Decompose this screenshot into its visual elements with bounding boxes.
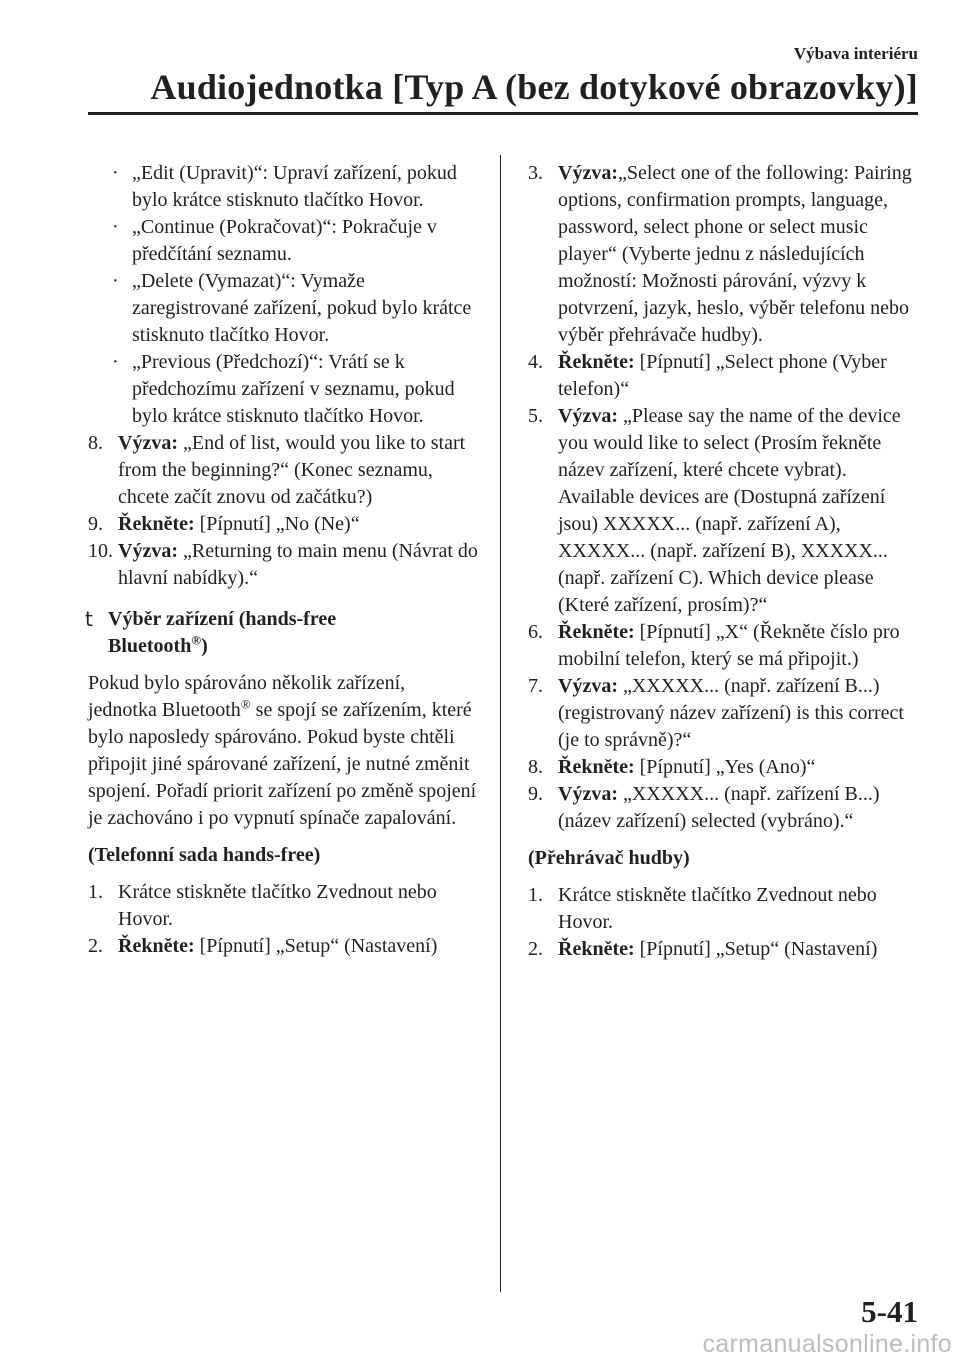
step-text: [Pípnutí] „Select phone (Vyber telefon)“ (558, 351, 887, 400)
step-number: 10. (88, 540, 113, 562)
step-number: 8. (88, 432, 103, 454)
step-text: [Pípnutí] „X“ (Řekněte číslo pro mobilní telefon, který se má připojit.) (558, 621, 900, 670)
paragraph-text: se spojí se zařízením, které bylo naposledy spárováno. Pokud byste chtěli připojit jiné spárované zařízení, je nutné změnit spojení. Pořadí priorit zařízení po změně spojení je zachováno i po vypnutí spínače zapalování. (88, 699, 477, 829)
step-number: 9. (88, 513, 103, 535)
step-item (88, 538, 478, 592)
step-item (528, 619, 918, 673)
step-number: 5. (528, 405, 543, 427)
step-number: 7. (528, 675, 543, 697)
step-label: Řekněte: (118, 935, 195, 957)
step-text: [Pípnutí] „No (Ne)“ (194, 513, 360, 535)
step-label: Výzva: (558, 783, 618, 805)
step-text: „XXXXX... (např. zařízení B...) (název zařízení) selected (vybráno).“ (558, 783, 880, 832)
step-item (88, 430, 478, 511)
step-number: 1. (88, 881, 103, 903)
page-title: Audiojednotka [Typ A (bez dotykové obrazovky)] (150, 67, 918, 107)
step-item (88, 879, 478, 933)
step-label: Řekněte: (558, 351, 635, 373)
list-item (88, 214, 478, 268)
subheading: (Přehrávač hudby) (528, 847, 690, 869)
list-item (88, 160, 478, 214)
step-text: „Select one of the following: Pairing options, confirmation prompts, language, password, select phone or select music player“ (Vyberte jednu z následujících možností: Možnosti párování, výzvy k potvrzení, jazyk, heslo, výběr telefonu nebo výběr přehrávače hudby). (558, 162, 912, 346)
heading-line: Výběr zařízení (hands-free (108, 608, 337, 630)
step-label: Výzva: (558, 675, 618, 697)
step-item (528, 781, 918, 835)
right-column (528, 160, 918, 963)
column-divider (500, 155, 501, 1292)
step-number: 8. (528, 756, 543, 778)
step-label: Výzva: (558, 162, 618, 184)
step-text: [Pípnutí] „Yes (Ano)“ (634, 756, 816, 778)
bullet-dot-icon: · (112, 351, 119, 373)
section-marker-icon: t (85, 607, 93, 631)
step-item (88, 933, 478, 960)
list-item-text: „Continue (Pokračovat)“: Pokračuje v předčítání seznamu. (132, 216, 437, 265)
step-text: „XXXXX... (např. zařízení B...) (registrovaný název zařízení) is this correct (je to správně)?“ (558, 675, 904, 751)
bullet-dot-icon: · (112, 216, 119, 238)
step-item (528, 160, 918, 349)
step-number: 2. (88, 935, 103, 957)
page-number: 5-41 (861, 1294, 918, 1329)
list-item-text: „Delete (Vymazat)“: Vymaže zaregistrované zařízení, pokud bylo krátce stisknuto tlačítko Hovor. (132, 270, 472, 346)
step-number: 9. (528, 783, 543, 805)
step-number: 3. (528, 162, 543, 184)
heading-text: Bluetooth (108, 635, 192, 657)
list-item (88, 349, 478, 430)
subheading: (Telefonní sada hands-free) (88, 844, 321, 866)
step-label: Výzva: (118, 432, 178, 454)
step-label: Řekněte: (118, 513, 195, 535)
step-text: „Returning to main menu (Návrat do hlavní nabídky).“ (118, 540, 478, 589)
heading-close: ) (201, 635, 208, 657)
step-number: 2. (528, 938, 543, 960)
section-label: Výbava interiéru (793, 44, 918, 63)
step-text: [Pípnutí] „Setup“ (Nastavení) (194, 935, 438, 957)
registered-mark: ® (240, 696, 251, 712)
step-item (528, 754, 918, 781)
list-item (88, 268, 478, 349)
step-number: 6. (528, 621, 543, 643)
step-item (528, 349, 918, 403)
step-number: 4. (528, 351, 543, 373)
header-rule (88, 112, 918, 115)
step-number: 1. (528, 884, 543, 906)
step-label: Řekněte: (558, 938, 635, 960)
step-item (528, 936, 918, 963)
list-item-text: „Previous (Předchozí)“: Vrátí se k předchozímu zařízení v seznamu, pokud bylo krátce stisknuto tlačítko Hovor. (132, 351, 455, 427)
registered-mark: ® (191, 632, 202, 648)
bullet-dot-icon: · (112, 162, 119, 184)
bullet-dot-icon: · (112, 270, 119, 292)
step-text: „End of list, would you like to start from the beginning?“ (Konec seznamu, chcete začít znovu od začátku?) (118, 432, 466, 508)
step-label: Řekněte: (558, 621, 635, 643)
left-column (85, 160, 478, 960)
step-text: Krátce stiskněte tlačítko Zvednout nebo Hovor. (558, 884, 877, 933)
body-paragraph (88, 670, 478, 832)
step-label: Výzva: (118, 540, 178, 562)
list-item-text: „Edit (Upravit)“: Upraví zařízení, pokud bylo krátce stisknuto tlačítko Hovor. (132, 162, 457, 211)
step-item (528, 403, 918, 619)
paragraph-text: Pokud bylo spárováno několik zařízení, jednotka Bluetooth (88, 672, 406, 721)
heading-line (108, 633, 478, 660)
step-item (528, 882, 918, 936)
step-item (528, 673, 918, 754)
watermark: carmanualsonline.info (702, 1330, 952, 1358)
step-text: „Please say the name of the device you would like to select (Prosím řekněte název zařízení, které chcete vybrat). Available devices are (Dostupná zařízení jsou) XXXXX... (např. zařízení A), XXXXX... (např. zařízení B), XXXXX... (např. zařízení C). Which device please (Které zařízení, prosím)?“ (558, 405, 901, 616)
section-heading (85, 606, 478, 660)
step-label: Řekněte: (558, 756, 635, 778)
step-label: Výzva: (558, 405, 618, 427)
step-text: Krátce stiskněte tlačítko Zvednout nebo Hovor. (118, 881, 437, 930)
step-text: [Pípnutí] „Setup“ (Nastavení) (634, 938, 878, 960)
step-item (88, 511, 478, 538)
